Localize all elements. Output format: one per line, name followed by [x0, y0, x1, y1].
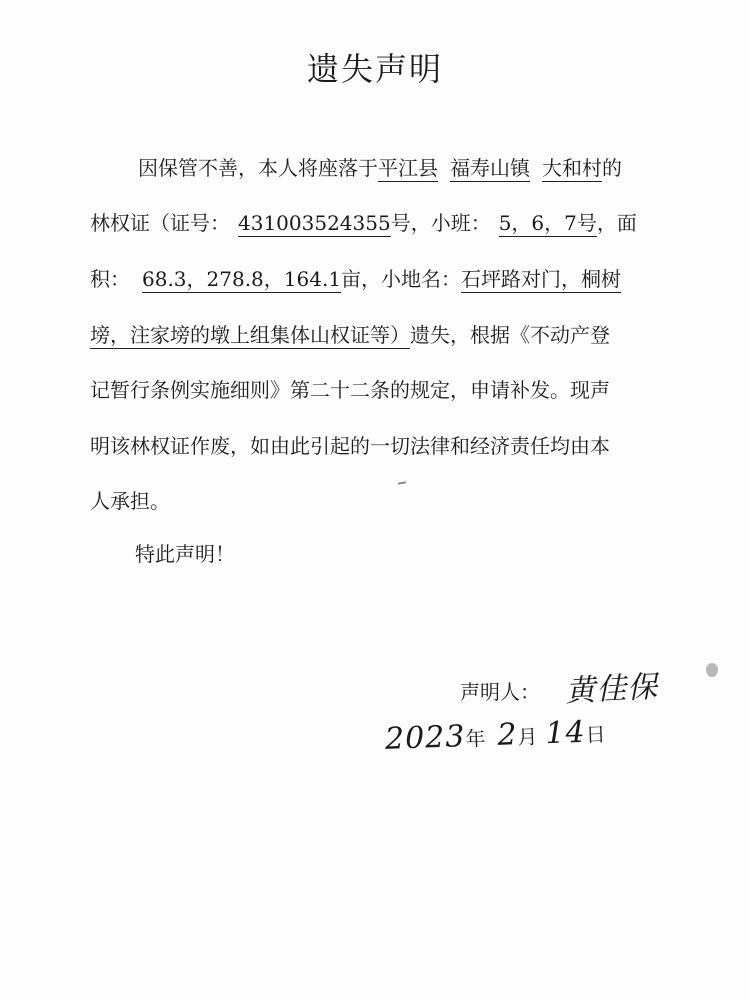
place-name: 石坪路对门，桐树: [461, 267, 622, 291]
body-line-4: [90, 322, 610, 348]
text: 遗失，根据《不动产登: [410, 323, 610, 347]
date-text: 月: [517, 724, 538, 750]
page-title: 遗失声明: [306, 50, 443, 88]
text: ，面: [596, 211, 637, 235]
body-line-2: [90, 210, 637, 236]
handwritten-signature: 黄佳保: [564, 669, 660, 710]
county-name: 平江县: [378, 156, 438, 180]
date-text: 日: [585, 722, 607, 747]
village-name: 大和村: [542, 156, 602, 180]
body-line-6: 明该林权证作废，如由此引起的一切法律和经济责任均由本: [90, 434, 610, 458]
signature-date: [384, 714, 606, 757]
text: 号，小班：: [390, 211, 491, 235]
land-area: 68.3，278.8，164.1: [142, 267, 342, 291]
date-text: 年: [465, 726, 486, 752]
date-day: 14: [544, 714, 587, 752]
declarant-label: 声明人：: [460, 680, 540, 704]
ink-smudge: [706, 663, 718, 677]
plot-numbers: 5，6，7号: [498, 211, 597, 235]
text: 亩，小地名：: [341, 267, 462, 291]
date-year: 2023: [384, 719, 466, 757]
closing-line: 特此声明！: [135, 542, 235, 566]
body-line-7: 人承担。: [90, 489, 170, 513]
body-line-5: 记暂行条例实施细则》第二十二条的规定，申请补发。现声: [90, 378, 610, 402]
text: 积：: [90, 267, 130, 291]
text: 因保管不善，本人将座落于: [138, 156, 378, 180]
pen-mark: [398, 481, 406, 484]
body-line-3: [90, 266, 621, 292]
body-line-1: [138, 155, 622, 181]
town-name: 福寿山镇: [450, 156, 530, 180]
text: 的: [602, 156, 622, 180]
date-month: 2: [496, 717, 519, 753]
text: 林权证（证号：: [90, 211, 230, 235]
certificate-number: 431003524355: [238, 211, 391, 235]
place-name-cont: 塝，注家塝的墩上组集体山权证等）: [90, 323, 410, 347]
